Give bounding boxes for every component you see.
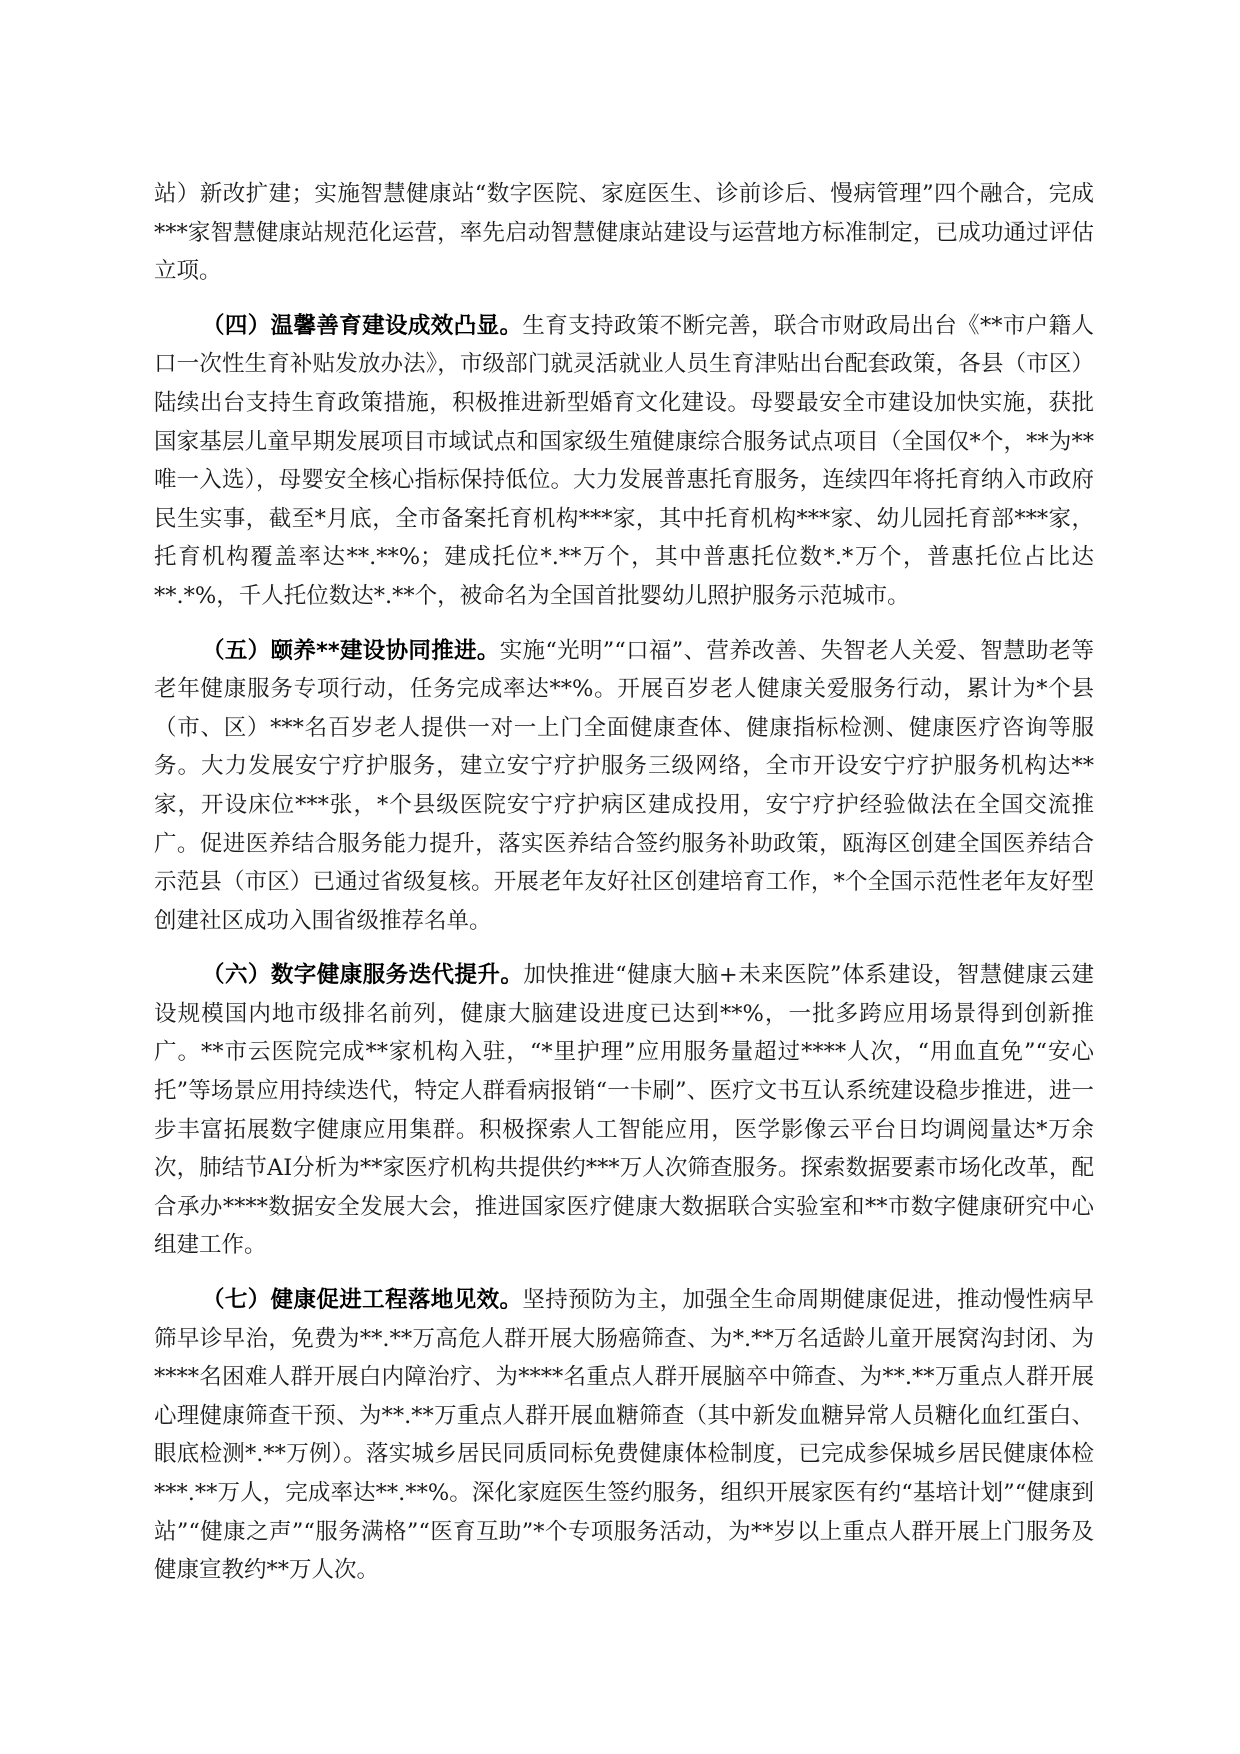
paragraph-text: 生育支持政策不断完善，联合市财政局出台《**市户籍人口一次性生育补贴发放办法》，市级部门就灵活就业人员生育津贴出台配套政策，各县（市区）陆续出台支持生育政策措施，积极推进新型婚育文化建设。母婴最安全市建设加快实施，获批国家基层儿童早期发展项目市域试点和国家级生殖健康综合服务试点项目（全国仅*个，**为**唯一入选），母婴安全核心指标保持低位。大力发展普惠托育服务，连续四年将托育纳入市政府民生实事，截至*月底，全市备案托育机构***家，其中托育机构***家、幼儿园托育部***家，托育机构覆盖率达**.**%；建成托位*.**万个，其中普惠托位数*.*万个，普惠托位占比达**.*%，千人托位数达*.**个，被命名为全国首批婴幼儿照护服务示范城市。: [154, 312, 1094, 609]
paragraph-text: 站）新改扩建；实施智慧健康站“数字医院、家庭医生、诊前诊后、慢病管理”四个融合，完成***家智慧健康站规范化运营，率先启动智慧健康站建设与运营地方标准制定，已成功通过评估立项。: [154, 181, 1094, 285]
paragraph-text: 实施“光明”“口福”、营养改善、失智老人关爱、智慧助老等老年健康服务专项行动，任务完成率达**%。开展百岁老人健康关爱服务行动，累计为*个县（市、区）***名百岁老人提供一对一上门全面健康查体、健康指标检测、健康医疗咨询等服务。大力发展安宁疗护服务，建立安宁疗护服务三级网络，全市开设安宁疗护服务机构达**家，开设床位***张，*个县级医院安宁疗护病区建成投用，安宁疗护经验做法在全国交流推广。促进医养结合服务能力提升，落实医养结合签约服务补助政策，瓯海区创建全国医养结合示范县（市区）已通过省级复核。开展老年友好社区创建培育工作，*个全国示范性老年友好型创建社区成功入围省级推荐名单。: [154, 637, 1094, 934]
paragraph-section-6: [154, 956, 1094, 1265]
section-heading: （四）温馨善育建设成效凸显。: [202, 312, 523, 339]
paragraph-continuation: [154, 175, 1094, 291]
section-heading: （六）数字健康服务迭代提升。: [202, 962, 524, 989]
paragraph-section-7: [154, 1281, 1094, 1590]
document-body: [154, 175, 1094, 1606]
paragraph-section-5: [154, 632, 1094, 941]
paragraph-text: 加快推进“健康大脑+未来医院”体系建设，智慧健康云建设规模国内地市级排名前列，健康大脑建设进度已达到**%，一批多跨应用场景得到创新推广。**市云医院完成**家机构入驻，“*里护理”应用服务量超过****人次，“用血直免”“安心托”等场景应用持续迭代，特定人群看病报销“一卡刷”、医疗文书互认系统建设稳步推进，进一步丰富拓展数字健康应用集群。积极探索人工智能应用，医学影像云平台日均调阅量达*万余次，肺结节AI分析为**家医疗机构共提供约***万人次筛查服务。探索数据要素市场化改革，配合承办****数据安全发展大会，推进国家医疗健康大数据联合实验室和**市数字健康研究中心组建工作。: [154, 962, 1094, 1259]
section-heading: （七）健康促进工程落地见效。: [202, 1287, 523, 1314]
paragraph-section-4: [154, 307, 1094, 616]
section-heading: （五）颐养**建设协同推进。: [202, 637, 500, 664]
paragraph-text: 坚持预防为主，加强全生命周期健康促进，推动慢性病早筛早诊早治，免费为**.**万高危人群开展大肠癌筛查、为*.**万名适龄儿童开展窝沟封闭、为****名困难人群开展白内障治疗、为****名重点人群开展脑卒中筛查、为**.**万重点人群开展心理健康筛查干预、为**.**万重点人群开展血糖筛查（其中新发血糖异常人员糖化血红蛋白、眼底检测*.**万例）。落实城乡居民同质同标免费健康体检制度，已完成参保城乡居民健康体检***.**万人，完成率达**.**%。深化家庭医生签约服务，组织开展家医有约“基培计划”“健康到站”“健康之声”“服务满格”“医育互助”*个专项服务活动，为**岁以上重点人群开展上门服务及健康宣教约**万人次。: [154, 1287, 1094, 1584]
